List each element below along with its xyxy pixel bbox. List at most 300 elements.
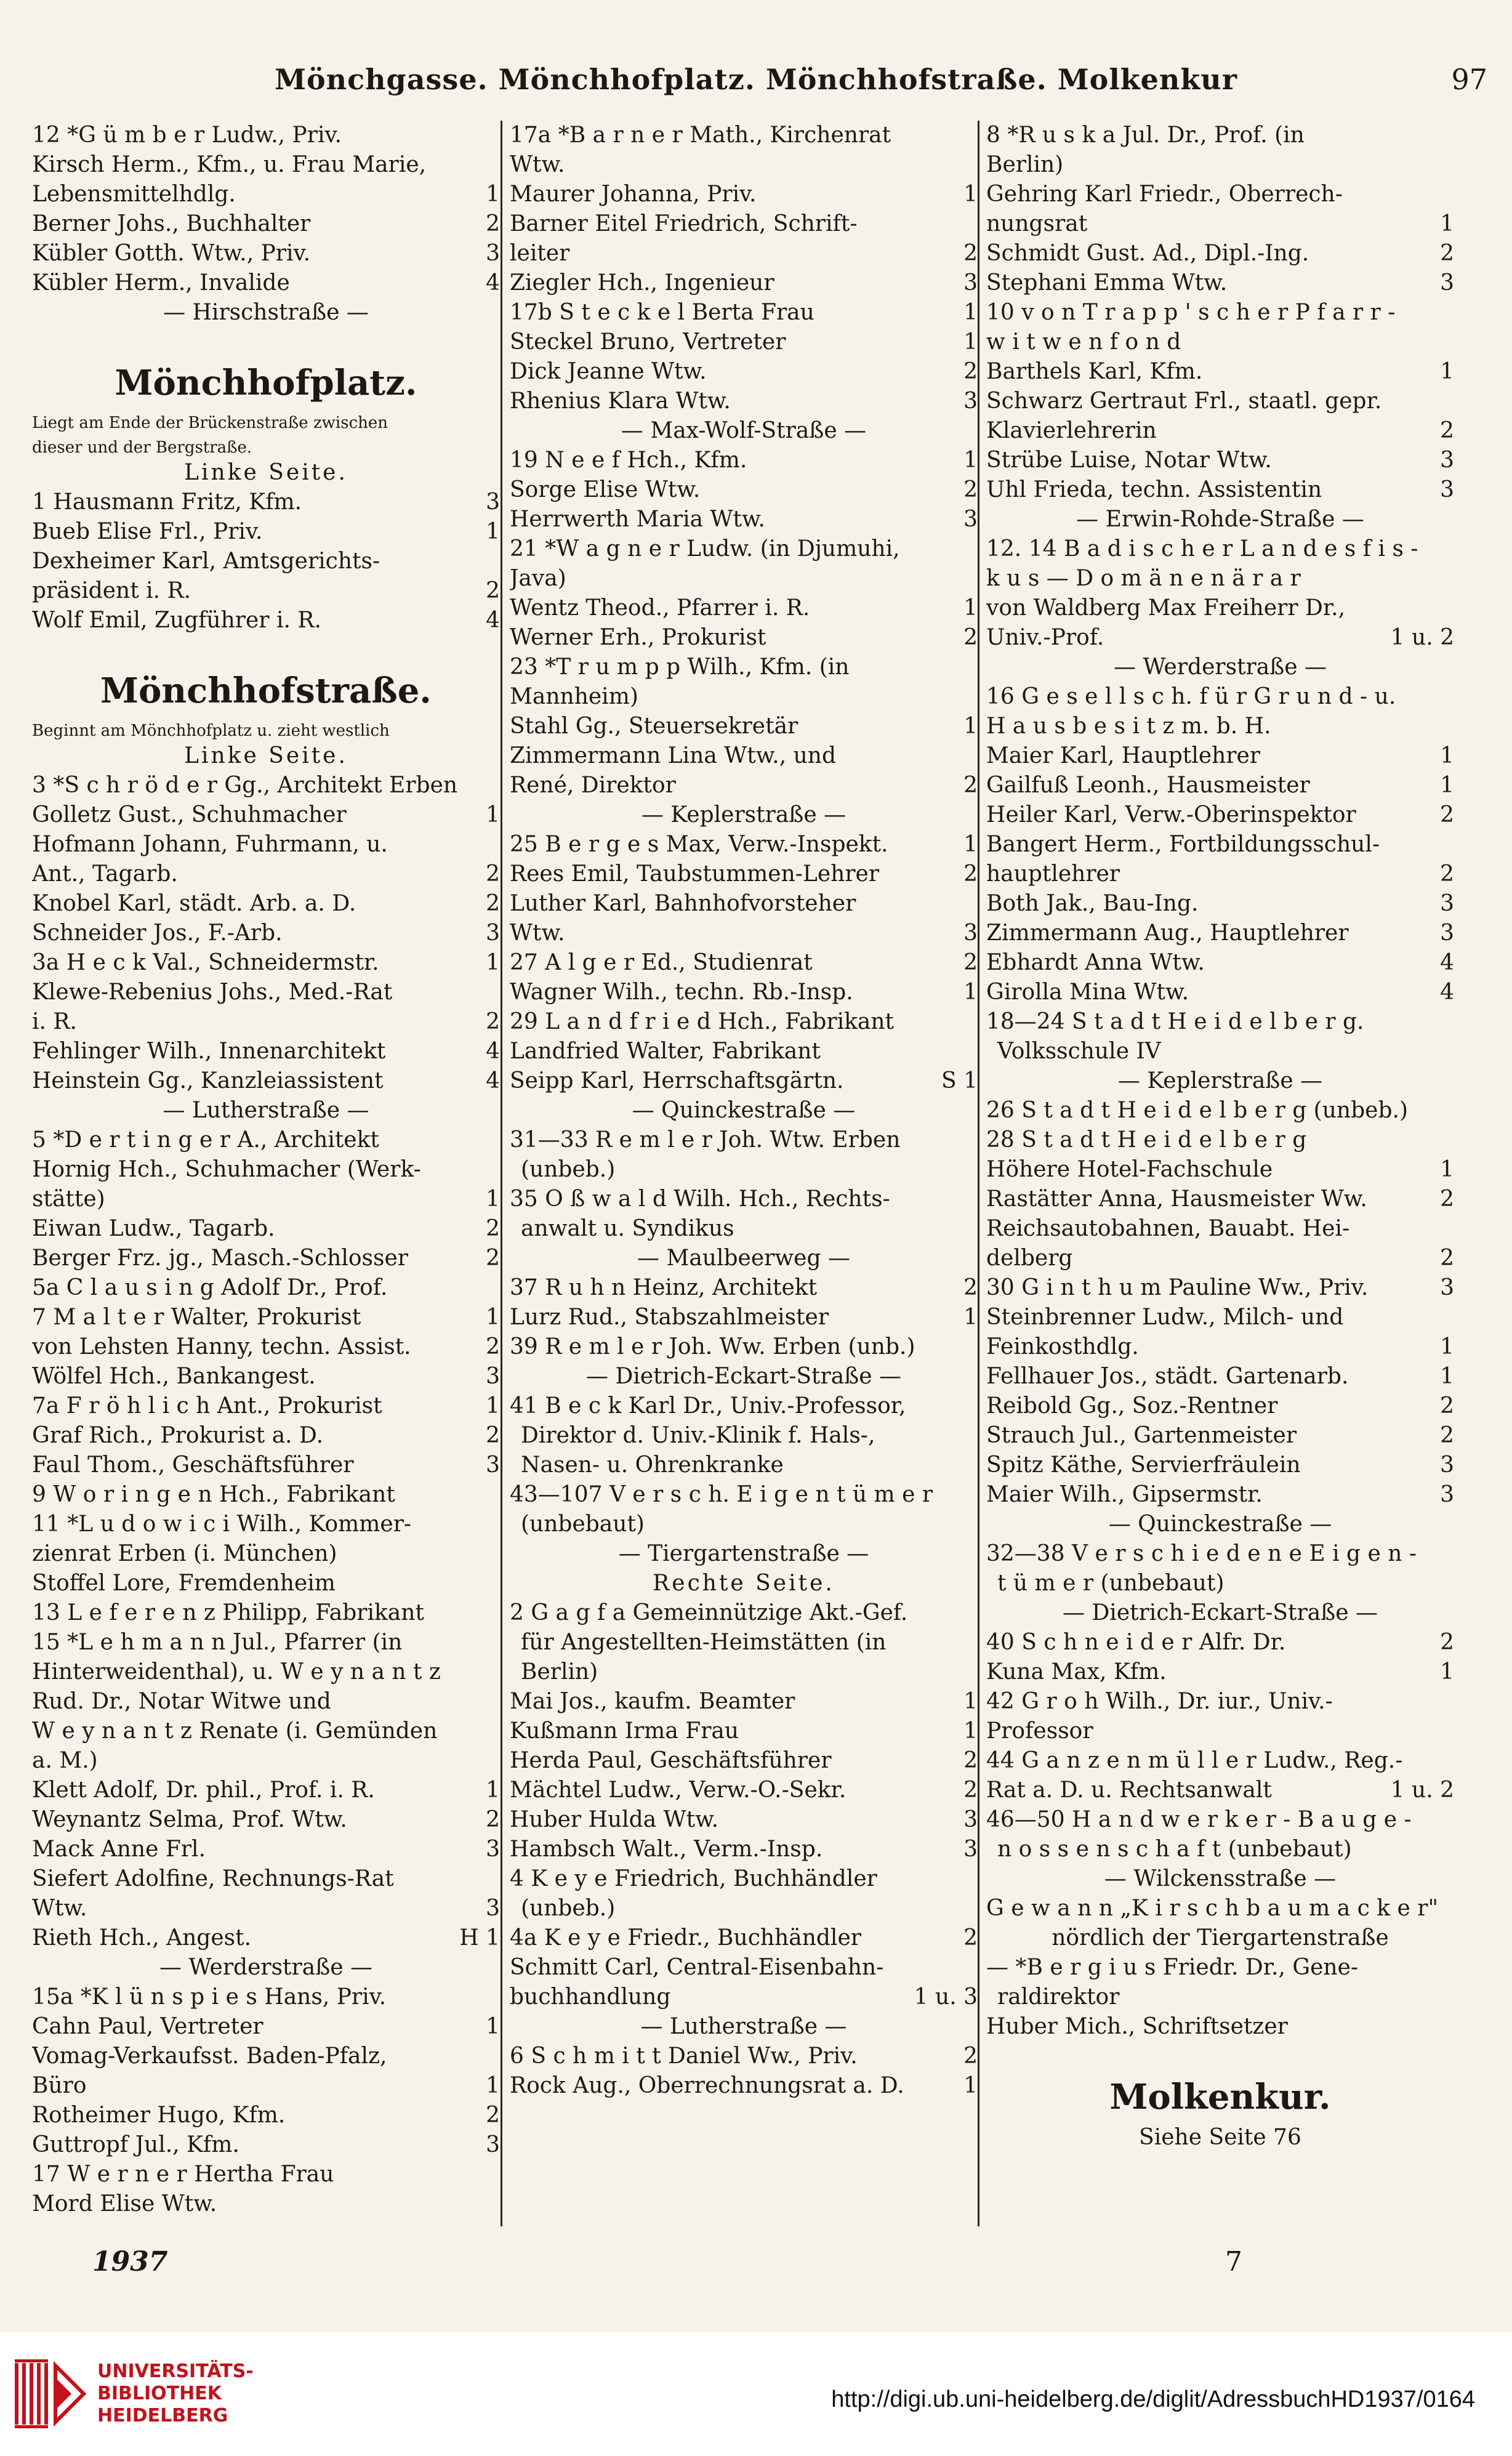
line-text: Kübler Herm., Invalide (32, 270, 290, 296)
directory-line (986, 121, 1454, 150)
cross-street-marker (32, 298, 500, 328)
directory-line (510, 1657, 978, 1687)
directory-line (986, 534, 1454, 564)
directory-line (32, 1007, 500, 1037)
line-text: H a u s b e s i t z m. b. H. (986, 714, 1271, 739)
line-text: k u s — D o m ä n e n ä r a r (986, 566, 1301, 591)
floor-number: 3 (963, 1837, 978, 1862)
source-url-link[interactable]: http://digi.ub.uni-heidelberg.de/diglit/AdressbuchHD1937/0164 (831, 2386, 1475, 2412)
floor-number: 2 (963, 773, 978, 798)
directory-line (510, 741, 978, 771)
line-text: 4 K e y e Friedrich, Buchhändler (510, 1866, 877, 1891)
line-text: Rieth Hch., Angest. (32, 1925, 252, 1951)
directory-line (32, 800, 500, 830)
column-right (986, 121, 1454, 2226)
line-text: Berlin) (986, 152, 1064, 177)
line-text: 31—33 R e m l e r Joh. Wtw. Erben (510, 1127, 901, 1153)
line-text: Molkenkur. (1109, 2077, 1331, 2117)
floor-number: 1 (486, 1393, 500, 1419)
line-text: Feinkosthdlg. (986, 1334, 1139, 1359)
line-text: Klavierlehrerin (986, 418, 1157, 443)
directory-line (32, 2130, 500, 2160)
floor-number: 1 (963, 448, 978, 473)
floor-number: 4 (1440, 950, 1454, 975)
directory-line (986, 1037, 1454, 1066)
directory-line (986, 1953, 1454, 1983)
directory-line (986, 1894, 1454, 1923)
directory-line (510, 1864, 978, 1894)
directory-line (986, 1125, 1454, 1155)
line-text: 7a F r ö h l i c h Ant., Prokurist (32, 1393, 382, 1419)
line-text: Schmitt Carl, Central-Eisenbahn- (510, 1955, 884, 1980)
line-text: Lebensmittelhdlg. (32, 182, 236, 207)
floor-number: 3 (1440, 920, 1454, 946)
line-text: dieser und der Bergstraße. (32, 438, 252, 457)
line-text: 4a K e y e Friedr., Buchhändler (510, 1925, 861, 1951)
directory-line (32, 180, 500, 209)
floor-number: 3 (963, 389, 978, 414)
directory-line (32, 1835, 500, 1864)
floor-number: 1 u. 2 (1390, 1778, 1454, 1803)
floor-number: 2 (963, 1748, 978, 1773)
directory-line (510, 1894, 978, 1923)
directory-line (986, 741, 1454, 771)
line-text: 29 L a n d f r i e d Hch., Fabrikant (510, 1009, 895, 1034)
floor-number: H 1 (459, 1925, 500, 1951)
floor-number: 2 (1440, 418, 1454, 443)
directory-line (986, 623, 1454, 653)
directory-line (510, 1391, 978, 1421)
line-text: Both Jak., Bau-Ing. (986, 891, 1199, 916)
cross-street-marker (510, 1244, 978, 1273)
line-text: Werner Erh., Prokurist (510, 625, 766, 650)
directory-line (32, 1717, 500, 1746)
directory-line (510, 860, 978, 889)
directory-line (510, 653, 978, 682)
line-text: Strübe Luise, Notar Wtw. (986, 448, 1272, 473)
line-text: n o s s e n s c h a f t (unbebaut) (997, 1837, 1352, 1862)
directory-line (32, 1244, 500, 1273)
floor-number: 4 (486, 1039, 500, 1064)
line-text: Wtw. (510, 920, 565, 946)
directory-line (32, 1539, 500, 1569)
directory-line (986, 1835, 1454, 1864)
directory-line (32, 1037, 500, 1066)
floor-number: 2 (486, 1246, 500, 1271)
directory-line (32, 1155, 500, 1185)
floor-number: 2 (486, 891, 500, 916)
line-text: präsident i. R. (32, 578, 191, 603)
directory-line (510, 1480, 978, 1510)
directory-line (510, 239, 978, 268)
line-text: 30 G i n t h u m Pauline Ww., Priv. (986, 1275, 1369, 1300)
directory-line (32, 2071, 500, 2101)
line-text: Fellhauer Jos., städt. Gartenarb. (986, 1364, 1349, 1389)
cross-street-marker (510, 1539, 978, 1569)
directory-line (510, 446, 978, 475)
directory-line (510, 771, 978, 800)
side-subheading (32, 458, 500, 488)
directory-line (32, 1332, 500, 1362)
directory-line (986, 1983, 1454, 2012)
line-text: Klett Adolf, Dr. phil., Prof. i. R. (32, 1778, 375, 1803)
directory-line (32, 1303, 500, 1332)
directory-line (32, 1125, 500, 1155)
floor-number: 1 (1440, 1659, 1454, 1685)
directory-line (510, 357, 978, 387)
directory-line (32, 1480, 500, 1510)
directory-line (986, 1391, 1454, 1421)
floor-number: 1 (963, 595, 978, 621)
line-text: i. R. (32, 1009, 77, 1034)
line-text: 18—24 S t a d t H e i d e l b e r g. (986, 1009, 1364, 1034)
line-text: — *B e r g i u s Friedr. Dr., Gene- (986, 1955, 1359, 1980)
directory-line (32, 121, 500, 150)
column-rule-right (978, 121, 979, 2226)
line-text: Herda Paul, Geschäftsführer (510, 1748, 832, 1773)
directory-line (986, 564, 1454, 594)
directory-line (32, 2012, 500, 2042)
directory-line (32, 488, 500, 517)
directory-line (510, 387, 978, 416)
floor-number: 2 (486, 1807, 500, 1832)
line-text: Rhenius Klara Wtw. (510, 389, 731, 414)
floor-number: 3 (486, 920, 500, 946)
line-text: 21 *W a g n e r Ludw. (in Djumuhi, (510, 536, 900, 562)
line-text: hauptlehrer (986, 861, 1120, 887)
line-text: Rud. Dr., Notar Witwe und (32, 1689, 331, 1714)
floor-number: 3 (963, 920, 978, 946)
directory-line (32, 239, 500, 268)
side-subheading (510, 1569, 978, 1598)
line-text: 17b S t e c k e l Berta Frau (510, 300, 814, 325)
line-text: Rock Aug., Oberrechnungsrat a. D. (510, 2073, 904, 2098)
floor-number: 1 (486, 1778, 500, 1803)
floor-number: S 1 (941, 1068, 978, 1093)
directory-line (510, 919, 978, 948)
directory-line (986, 978, 1454, 1007)
line-text: Barner Eitel Friedrich, Schrift- (510, 211, 858, 236)
directory-line (32, 1805, 500, 1835)
directory-line (32, 1687, 500, 1717)
line-text: Zimmermann Lina Wtw., und (510, 743, 836, 768)
side-subheading (32, 741, 500, 771)
line-text: — Wilckensstraße — (1104, 1866, 1337, 1891)
line-text: — Dietrich-Eckart-Straße — (586, 1364, 901, 1389)
floor-number: 4 (1440, 980, 1454, 1005)
line-text: Maier Wilh., Gipsermstr. (986, 1482, 1263, 1507)
line-text: stätte) (32, 1186, 105, 1212)
floor-number: 2 (963, 241, 978, 266)
directory-line (510, 1125, 978, 1155)
directory-line (32, 576, 500, 606)
library-name (97, 2361, 254, 2427)
floor-number: 4 (486, 270, 500, 296)
directory-line (986, 1628, 1454, 1657)
directory-line (986, 328, 1454, 357)
line-text: — Erwin-Rohde-Straße — (1076, 507, 1364, 532)
running-title: Mönchgasse. Mönchhofplatz. Mönchhofstraße. Molkenkur (275, 63, 1237, 96)
line-text: Weynantz Selma, Prof. Wtw. (32, 1807, 347, 1832)
floor-number: 3 (963, 507, 978, 532)
line-text: Büro (32, 2073, 87, 2098)
line-text: Strauch Jul., Gartenmeister (986, 1423, 1297, 1448)
directory-line (510, 1983, 978, 2012)
floor-number: 1 (963, 980, 978, 1005)
directory-line (986, 594, 1454, 623)
line-text: 5a C l a u s i n g Adolf Dr., Prof. (32, 1275, 388, 1300)
floor-number: 4 (486, 608, 500, 633)
line-text: — Tiergartenstraße — (618, 1541, 869, 1566)
floor-number: 3 (1440, 448, 1454, 473)
line-text: — Lutherstraße — (163, 1098, 369, 1123)
directory-line (510, 830, 978, 860)
line-text: Höhere Hotel-Fachschule (986, 1157, 1273, 1182)
floor-number: 3 (1440, 477, 1454, 502)
line-text: Heinstein Gg., Kanzleiassistent (32, 1068, 384, 1093)
line-text: Mächtel Ludw., Verw.-O.-Sekr. (510, 1778, 846, 1803)
cross-street-marker (510, 800, 978, 830)
line-text: Hambsch Walt., Verm.-Insp. (510, 1837, 823, 1862)
line-text: Stoffel Lore, Fremdenheim (32, 1571, 336, 1596)
column-left (32, 121, 500, 2226)
line-text: 12 *G ü m b e r Ludw., Priv. (32, 123, 342, 148)
directory-line (510, 712, 978, 741)
street-location-note (32, 433, 500, 458)
directory-line (986, 800, 1454, 830)
line-text: Landfried Walter, Fabrikant (510, 1039, 821, 1064)
cross-street-marker (986, 653, 1454, 682)
directory-line (510, 1273, 978, 1303)
line-text: Wagner Wilh., techn. Rb.-Insp. (510, 980, 853, 1005)
directory-line (986, 1569, 1454, 1598)
line-text: — Werderstraße — (1114, 654, 1327, 680)
directory-line (32, 2101, 500, 2130)
directory-line (986, 830, 1454, 860)
line-text: Java) (510, 566, 566, 591)
directory-line (986, 1717, 1454, 1746)
floor-number: 3 (486, 1364, 500, 1389)
line-text: 2 G a g f a Gemeinnützige Akt.-Gef. (510, 1600, 908, 1625)
floor-number: 2 (963, 477, 978, 502)
directory-line (510, 268, 978, 298)
directory-line (986, 475, 1454, 505)
directory-line (32, 1391, 500, 1421)
directory-line (32, 2189, 500, 2219)
directory-line (32, 860, 500, 889)
directory-line (32, 517, 500, 547)
directory-line (32, 1746, 500, 1776)
directory-line (510, 328, 978, 357)
floor-number: 1 (486, 2073, 500, 2098)
line-text: Knobel Karl, städt. Arb. a. D. (32, 891, 356, 916)
line-text: Dick Jeanne Wtw. (510, 359, 707, 384)
directory-line (510, 978, 978, 1007)
floor-number: 1 (486, 950, 500, 975)
line-text: buchhandlung (510, 1984, 671, 2010)
line-text: 1 Hausmann Fritz, Kfm. (32, 489, 302, 515)
directory-line (510, 1923, 978, 1953)
directory-line (986, 889, 1454, 919)
line-text: Ziegler Hch., Ingenieur (510, 270, 774, 296)
floor-number: 2 (963, 2043, 978, 2069)
directory-line (510, 1303, 978, 1332)
directory-line (986, 1155, 1454, 1185)
cross-street-marker (986, 1066, 1454, 1096)
line-text: 10 v o n T r a p p ' s c h e r P f a r r - (986, 300, 1396, 325)
floor-number: 1 (486, 802, 500, 827)
line-text: Wtw. (510, 152, 565, 177)
line-text: Barthels Karl, Kfm. (986, 359, 1203, 384)
directory-line (986, 2042, 1454, 2071)
directory-line (32, 1657, 500, 1687)
street-location-note (32, 409, 500, 433)
directory-line (510, 889, 978, 919)
floor-number: 1 (1440, 773, 1454, 798)
library-name-line-1: UNIVERSITÄTS- (97, 2361, 254, 2382)
directory-line (986, 239, 1454, 268)
line-text: Professor (986, 1718, 1093, 1744)
line-text: — Quinckestraße — (632, 1098, 856, 1123)
line-text: Stephani Emma Wtw. (986, 270, 1228, 296)
floor-number: 3 (1440, 1482, 1454, 1507)
cross-street-marker (510, 416, 978, 446)
directory-line (510, 948, 978, 978)
floor-number: 3 (486, 489, 500, 515)
line-text: 25 B e r g e s Max, Verw.-Inspekt. (510, 832, 888, 857)
directory-line (510, 1037, 978, 1066)
directory-line (510, 1717, 978, 1746)
cross-street-marker (986, 1510, 1454, 1539)
line-text: 5 *D e r t i n g e r A., Architekt (32, 1127, 379, 1153)
directory-line (986, 446, 1454, 475)
directory-line (510, 623, 978, 653)
line-text: Ant., Tagarb. (32, 861, 178, 887)
directory-line (986, 1687, 1454, 1717)
line-text: nördlich der Tiergartenstraße (1052, 1925, 1389, 1951)
directory-line (986, 1303, 1454, 1332)
directory-line (32, 948, 500, 978)
cross-street-marker (32, 1096, 500, 1125)
line-text: von Waldberg Max Freiherr Dr., (986, 595, 1346, 621)
floor-number: 1 (1440, 1364, 1454, 1389)
floor-number: 1 (486, 2014, 500, 2039)
floor-number: 1 (963, 2073, 978, 2098)
directory-line (32, 1451, 500, 1480)
line-text: 37 R u h n Heinz, Architekt (510, 1275, 818, 1300)
line-text: Huber Hulda Wtw. (510, 1807, 719, 1832)
line-text: — Lutherstraße — (640, 2014, 847, 2039)
directory-line (986, 948, 1454, 978)
line-text: raldirektor (997, 1984, 1120, 2010)
floor-number: 1 (486, 519, 500, 544)
line-text: 35 O ß w a l d Wilh. Hch., Rechts- (510, 1186, 890, 1212)
floor-number: 2 (486, 1009, 500, 1034)
line-text: Berner Johs., Buchhalter (32, 211, 311, 236)
cross-street-marker (986, 1864, 1454, 1894)
floor-number: 3 (486, 1837, 500, 1862)
floor-number: 3 (963, 1807, 978, 1832)
line-text: für Angestellten-Heimstätten (in (521, 1630, 887, 1655)
directory-line (510, 1451, 978, 1480)
floor-number: 1 (963, 329, 978, 355)
floor-number: 1 (1440, 211, 1454, 236)
line-text: Schneider Jos., F.-Arb. (32, 920, 283, 946)
line-text: Bangert Herm., Fortbildungsschul- (986, 832, 1380, 857)
line-text: Kußmann Irma Frau (510, 1718, 739, 1744)
line-text: Gailfuß Leonh., Hausmeister (986, 773, 1310, 798)
floor-number: 2 (963, 625, 978, 650)
cross-street-marker (510, 1096, 978, 1125)
line-text: 39 R e m l e r Joh. Ww. Erben (unb.) (510, 1334, 915, 1359)
library-footer-bar (0, 2332, 1512, 2456)
line-text: (unbeb.) (521, 1157, 616, 1182)
line-text: Univ.-Prof. (986, 625, 1104, 650)
line-text: 46—50 H a n d w e r k e r - B a u g e - (986, 1807, 1412, 1832)
line-text: Graf Rich., Prokurist a. D. (32, 1423, 324, 1448)
directory-line (32, 2160, 500, 2189)
floor-number: 1 u. 3 (914, 1984, 978, 2010)
line-text: 17 W e r n e r Hertha Frau (32, 2162, 334, 2187)
directory-line (510, 2042, 978, 2071)
line-text: — Hirschstraße — (163, 300, 369, 325)
line-text: Direktor d. Univ.-Klinik f. Hals-, (521, 1423, 875, 1448)
directory-line (986, 712, 1454, 741)
directory-line (986, 1539, 1454, 1569)
line-text: Wölfel Hch., Bankangest. (32, 1364, 316, 1389)
line-text: 27 A l g e r Ed., Studienrat (510, 950, 813, 975)
floor-number: 2 (1440, 802, 1454, 827)
directory-line (32, 1776, 500, 1805)
line-text: Herrwerth Maria Wtw. (510, 507, 765, 532)
directory-line (986, 298, 1454, 328)
directory-line (32, 1273, 500, 1303)
directory-line (32, 328, 500, 357)
street-section-heading (32, 357, 500, 409)
floor-number: 4 (486, 1068, 500, 1093)
directory-line (510, 505, 978, 534)
directory-line (510, 209, 978, 239)
line-text: t ü m e r (unbebaut) (997, 1571, 1224, 1596)
directory-line (510, 475, 978, 505)
line-text: 32—38 V e r s c h i e d e n e E i g e n - (986, 1541, 1417, 1566)
line-text: Klewe-Rebenius Johs., Med.-Rat (32, 980, 393, 1005)
line-text: zienrat Erben (i. München) (32, 1541, 337, 1566)
directory-line (32, 268, 500, 298)
directory-line (510, 1598, 978, 1628)
line-text: 44 G a n z e n m ü l l e r Ludw., Reg.- (986, 1748, 1403, 1773)
directory-line (986, 1362, 1454, 1391)
floor-number: 1 (963, 1718, 978, 1744)
directory-line (986, 1096, 1454, 1125)
floor-number: 2 (963, 1778, 978, 1803)
floor-number: 2 (486, 861, 500, 887)
street-location-note (32, 717, 500, 741)
line-text: Guttropf Jul., Kfm. (32, 2132, 239, 2157)
footer-sheet-number: 7 (1225, 2246, 1242, 2277)
line-text: 28 S t a d t H e i d e l b e r g (986, 1127, 1307, 1153)
directory-line (510, 564, 978, 594)
directory-line (986, 1480, 1454, 1510)
line-text: Bueb Elise Frl., Priv. (32, 519, 263, 544)
line-text: Rat a. D. u. Rechtsanwalt (986, 1778, 1272, 1803)
floor-number: 2 (963, 861, 978, 887)
floor-number: 2 (486, 1334, 500, 1359)
line-text: 12. 14 B a d i s c h e r L a n d e s f i s - (986, 536, 1418, 562)
line-text: Sorge Elise Wtw. (510, 477, 701, 502)
line-text: Faul Thom., Geschäftsführer (32, 1452, 354, 1478)
line-text: Mack Anne Frl. (32, 1837, 206, 1862)
